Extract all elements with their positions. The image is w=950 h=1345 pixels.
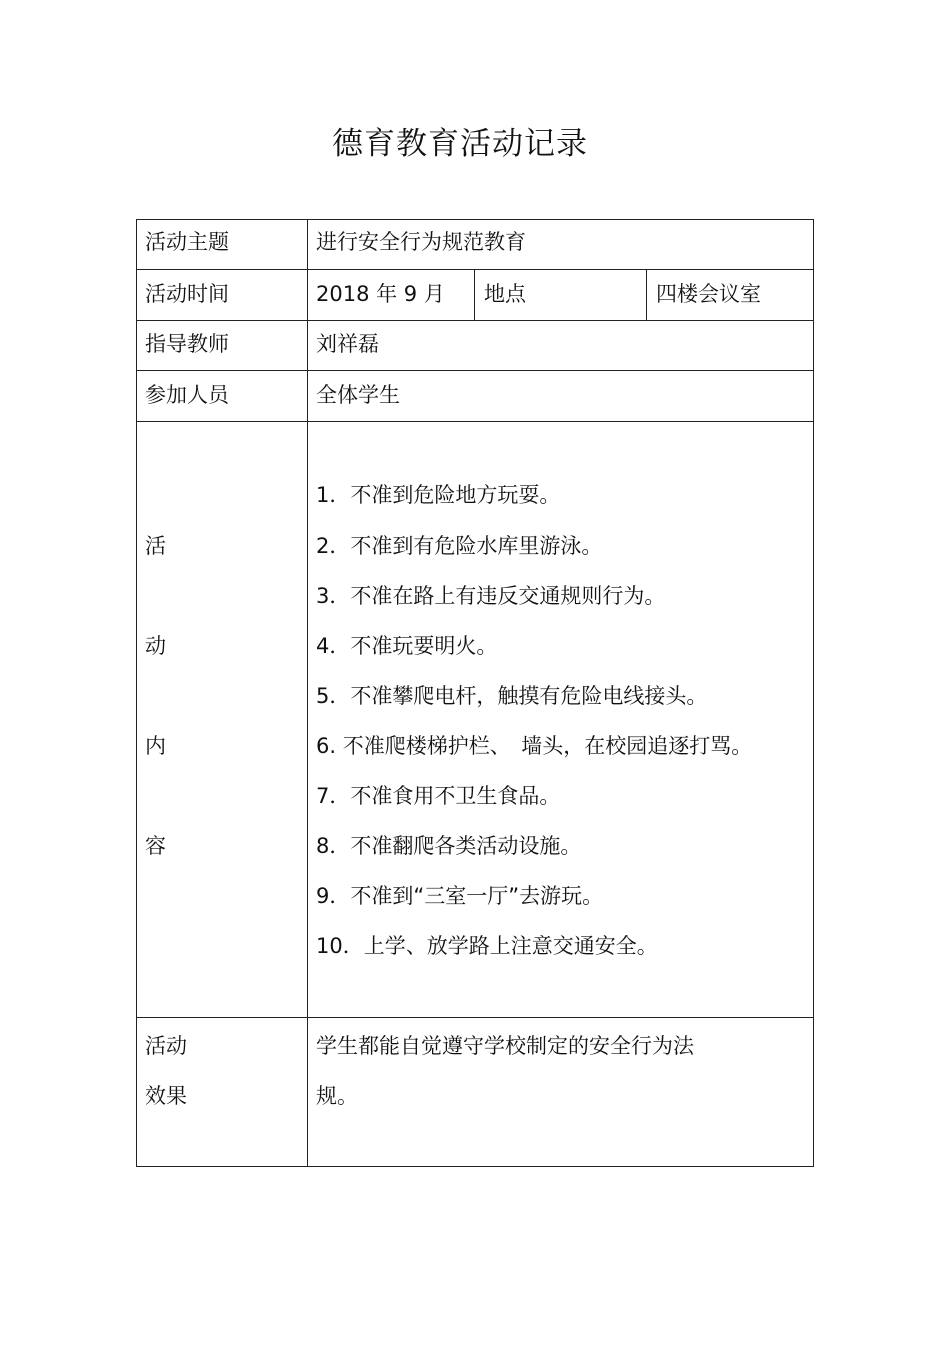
list-item: 4．不准玩要明火。 — [316, 634, 498, 658]
time-label: 活动时间 — [145, 282, 229, 306]
place-value: 四楼会议室 — [656, 282, 761, 306]
content-label-char: 内 — [145, 734, 166, 758]
page-title: 德育教育活动记录 — [332, 126, 588, 162]
list-item: 5．不准攀爬电杆，触摸有危险电线接头。 — [316, 684, 708, 708]
column-divider — [474, 269, 475, 320]
list-item: 7．不准食用不卫生食品。 — [316, 784, 561, 808]
effect-value-line: 学生都能自觉遵守学校制定的安全行为法 — [316, 1034, 694, 1058]
list-item: 2．不准到有危险水库里游泳。 — [316, 534, 603, 558]
column-divider — [307, 219, 308, 1167]
list-item: 10．上学、放学路上注意交通安全。 — [316, 934, 658, 958]
list-item: 3．不准在路上有违反交通规则行为。 — [316, 584, 666, 608]
theme-label: 活动主题 — [145, 230, 229, 254]
place-label: 地点 — [484, 282, 526, 306]
row-divider — [136, 269, 814, 270]
effect-value-line: 规。 — [316, 1084, 358, 1108]
theme-value: 进行安全行为规范教育 — [316, 230, 526, 254]
participants-label: 参加人员 — [145, 383, 229, 407]
content-label-char: 活 — [145, 534, 166, 558]
row-divider — [136, 370, 814, 371]
participants-value: 全体学生 — [316, 383, 400, 407]
row-divider — [136, 320, 814, 321]
list-item: 1．不准到危险地方玩耍。 — [316, 483, 561, 507]
column-divider — [646, 269, 647, 320]
row-divider — [136, 1017, 814, 1018]
list-item: 8．不准翻爬各类活动设施。 — [316, 834, 582, 858]
teacher-value: 刘祥磊 — [316, 332, 379, 356]
effect-label-line: 效果 — [145, 1084, 187, 1108]
row-divider — [136, 421, 814, 422]
content-label-char: 动 — [145, 634, 166, 658]
time-value: 2018 年 9 月 — [316, 282, 445, 306]
effect-label-line: 活动 — [145, 1034, 187, 1058]
teacher-label: 指导教师 — [145, 332, 229, 356]
list-item: 6. 不准爬楼梯护栏、 墙头，在校园追逐打骂。 — [316, 734, 753, 758]
content-label-char: 容 — [145, 834, 166, 858]
list-item: 9．不准到“三室一厅”去游玩。 — [316, 884, 604, 908]
